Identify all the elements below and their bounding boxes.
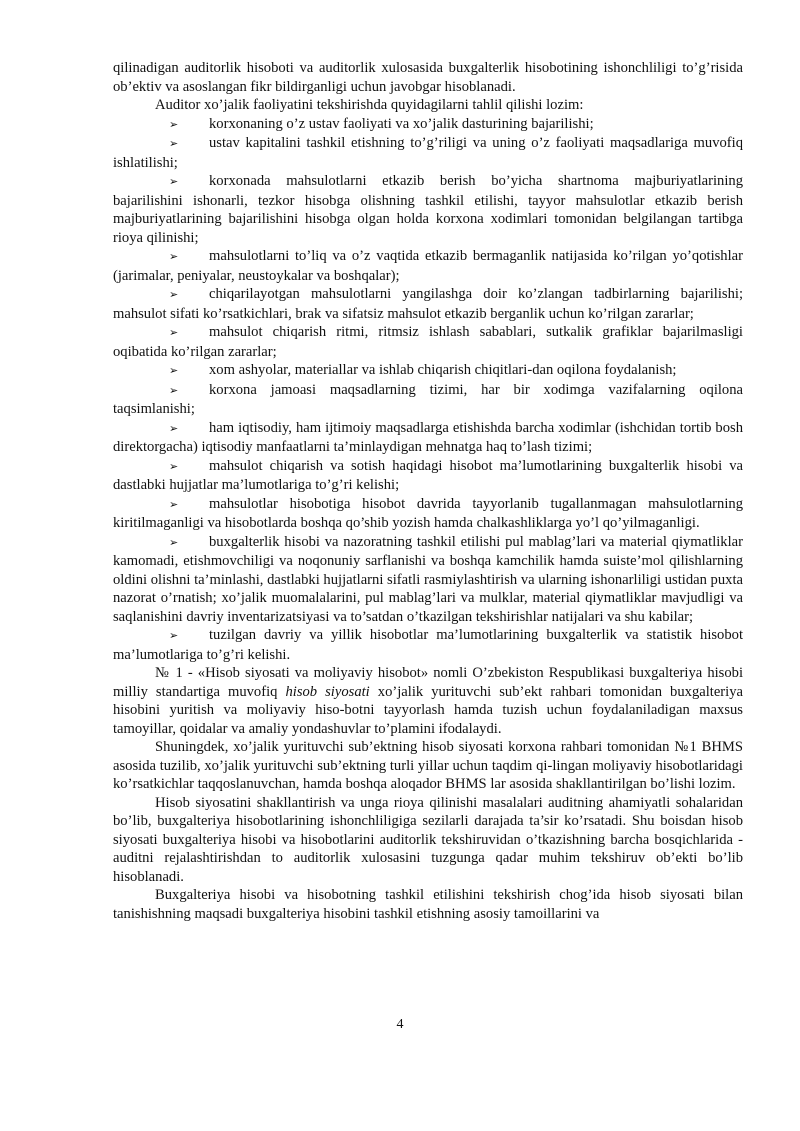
bullet-text: chiqarilayotgan mahsulotlarni yangilashga doir ko’zlangan tadbirlarning bajarilishi; mahsulot sifati ko’rsatkichlari, brak va sifatsiz mahsulot etkazib berganlik uchun ko’rilgan zararlar; <box>113 286 743 322</box>
bullet-text: xom ashyolar, materiallar va ishlab chiqarish chiqitlari-dan oqilona foydalanish; <box>209 362 677 378</box>
bullet-text: ustav kapitalini tashkil etishning to’g’riligi va uning o’z faoliyati maqsadlariga muvofiq ishlatilishi; <box>113 135 743 171</box>
page-number: 4 <box>396 1017 404 1032</box>
bullet-text: mahsulotlarni to’liq va o’z vaqtida etkazib bermaganlik natijasida ko’rilgan yo’qotishlar (jarimalar, peniyalar, neustoykalar va boshqalar); <box>113 248 743 284</box>
bullet-item <box>113 134 743 172</box>
bullet-item <box>113 285 743 323</box>
arrow-bullet-icon: ➢ <box>169 535 179 549</box>
arrow-bullet-icon: ➢ <box>169 421 179 435</box>
paragraph-standard <box>113 664 743 738</box>
arrow-bullet-icon: ➢ <box>169 288 179 301</box>
arrow-bullet-icon: ➢ <box>169 250 179 263</box>
bullet-item <box>113 626 743 664</box>
arrow-bullet-icon: ➢ <box>169 459 179 473</box>
bullet-item <box>113 533 743 627</box>
arrow-bullet-icon: ➢ <box>169 364 179 377</box>
paragraph: Shuningdek, xo’jalik yurituvchi sub’ektning hisob siyosati korxona rahbari tomonidan №1 BHMS asosida tuzilib, xo’jalik yurituvchi sub’ektning turli yillar uchun taqdim qi-lingan moliyaviy hisobotlaridagi ko’rsatkichlar taqqoslanuvchan, hamda boshqa aloqador BHMS lar asosida shakllantirilgan bo’lishi lozim. <box>113 739 743 792</box>
paragraph-last: Buxgalteriya hisobi va hisobotning tashkil etilishini tekshirish chog’ida hisob siyosati bilan tanishishning maqsadi buxgalteriya hisobini tashkil etishning asosiy tamoillarini va <box>113 887 743 922</box>
bullet-text: buxgalterlik hisobi va nazoratning tashkil etilishi pul mablag’lari va material qiymatliklar kamomadi, etishmovchiligi va noqonuniy sarflanishi va boshqa kamchilik hamda suiste’mol qilishlarning oldini olishni ta’minlashi, dastlabki hujjatlarni sifatli rasmiylashtirish va ularning ishonarliligi ustidan puxta nazorat o’rnatish; xo’jalik muomalalarini, pul mablag’lari va mulklar, material qiymatliklar mavjudligi va saqlanishini davriy inventarizatsiyasi va to’satdan o’tkazilgan tekshirishlar natijalari va shu kabilar; <box>113 533 743 625</box>
arrow-bullet-icon: ➢ <box>169 629 179 642</box>
bullet-text: mahsulotlar hisobotiga hisobot davrida tayyorlanib tugallanmagan mahsulotlarning kiritilmaganligi va hisobotlarda boshqa qo’shib yozish hamda chalkashliklarga yo’l qo’yilmaganligi. <box>113 495 743 531</box>
bullet-item <box>113 115 743 135</box>
bullet-text: ham iqtisodiy, ham ijtimoiy maqsadlarga etishishda barcha xodimlar (ishchidan tortib bosh direktorgacha) iqtisodiy manfaatlarni ta’minlaydigan mehnatga haq to’lash tizimi; <box>113 419 743 455</box>
bullet-item <box>113 381 743 419</box>
arrow-bullet-icon: ➢ <box>169 326 179 339</box>
bullet-text: mahsulot chiqarish va sotish haqidagi hisobot ma’lumotlarining buxgalterlik hisobi va dastlabki hujjatlar ma’lumotlariga to’g’ri kelishi; <box>113 457 743 493</box>
document-page <box>113 59 743 923</box>
bullet-text: korxona jamoasi maqsadlarning tizimi, har bir xodimga vazifalarning oqilona taqsimlanishi; <box>113 381 743 417</box>
arrow-bullet-icon: ➢ <box>169 383 179 397</box>
arrow-bullet-icon: ➢ <box>169 497 179 511</box>
bullet-item <box>113 172 743 247</box>
bullet-text: korxonaning o’z ustav faoliyati va xo’jalik dasturining bajarilishi; <box>209 115 594 132</box>
bullet-item <box>113 495 743 533</box>
bullet-text: mahsulot chiqarish ritmi, ritmsiz ishlash sabablari, sutkalik grafiklar bajarilmasligi oqibatida ko’rilgan zararlar; <box>113 324 743 360</box>
italic-term: hisob siyosati <box>285 683 370 700</box>
paragraph-continuation: qilinadigan auditorlik hisoboti va auditorlik xulosasida buxgalterlik hisobotining ishonchliligi to’g’risida ob’ektiv va asoslangan fikr bildirganligi uchun javobgar hisoblanadi. <box>113 60 743 95</box>
bullet-item <box>113 457 743 495</box>
arrow-bullet-icon: ➢ <box>169 117 179 131</box>
paragraph-text-after: xo’jalik yurituvchi sub’ekt rahbari tomonidan buxgalteriya hisobini yuritish va moliyaviy hiso-botni tayyorlash hamda tuzish uchun foydalaniladigan maxsus tamoyillar, qoidalar va amaliy yondashuvlar to’plamini ifodalaydi. <box>113 683 743 737</box>
bullet-text: korxonada mahsulotlarni etkazib berish bo’yicha shartnoma majburiyatlarining bajarilishini ishonarli, tezkor hisobga olishning tashkil etilishi, tayyor mahsulotlar etkazib berish majburiyatlarining bajarilishini hisobga olgan holda korxona xodimlari tomonidan belgilangan tartibga rioya qilinishi; <box>113 173 743 246</box>
paragraph-intro: Auditor xo’jalik faoliyatini tekshirishda quyidagilarni tahlil qilishi lozim: <box>155 97 584 113</box>
arrow-bullet-icon: ➢ <box>169 137 179 150</box>
bullet-item <box>113 361 743 381</box>
bullet-item <box>113 419 743 457</box>
bullet-text: tuzilgan davriy va yillik hisobotlar ma’lumotlarining buxgalterlik va statistik hisobot ma’lumotlariga to’g’ri kelishi. <box>113 627 743 663</box>
paragraph: Hisob siyosatini shakllantirish va unga rioya qilinishi masalalari auditning ahamiyatli sohalaridan bo’lib, buxgalteriya hisobotlarining ishonchliligiga sezilarli darajada ta’sir ko’rsatadi. Shu boisdan hisob siyosati buxgalteriya hisobi va hisobotlarini auditorlik tekshiruvidan o’tkazishning barcha bosqichlarida - auditni rejalashtirishdan to auditorlik xulosasini tuzgunga qadar muhim tekshiruv ob’ekti bo’lib hisoblanadi. <box>113 794 743 885</box>
bullet-item <box>113 247 743 285</box>
bullet-item <box>113 323 743 361</box>
arrow-bullet-icon: ➢ <box>169 175 179 188</box>
paragraph-text-before: № 1 - «Hisob siyosati va moliyaviy hisobot» nomli O’zbekiston Respublikasi buxgalteriya hisobi milliy standartiga muvofiq <box>113 665 743 700</box>
